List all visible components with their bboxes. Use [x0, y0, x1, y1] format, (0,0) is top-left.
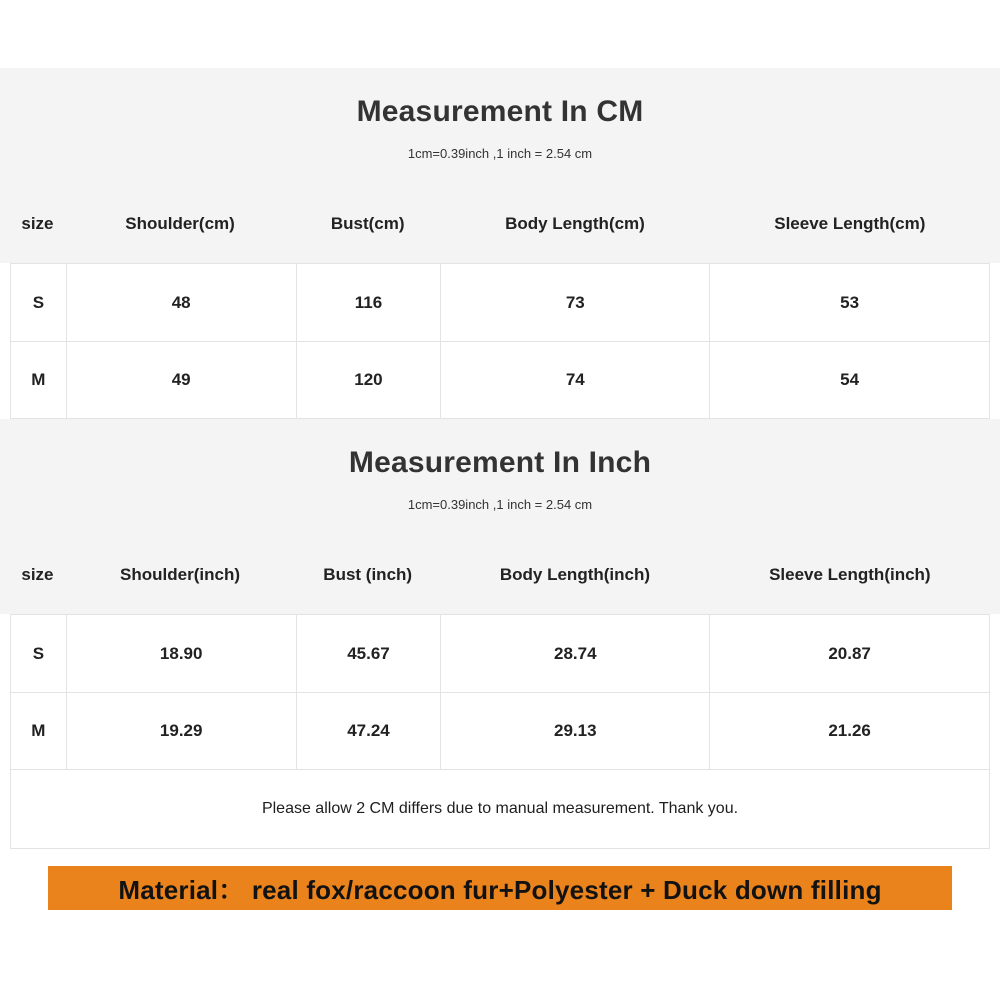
cm-subtitle: 1cm=0.39inch ,1 inch = 2.54 cm: [407, 146, 593, 161]
measurement-note-text: Please allow 2 CM differs due to manual measurement. Thank you.: [261, 800, 739, 817]
cm-section: [0, 68, 1000, 263]
bust-cell: 116: [296, 264, 441, 341]
material-strip: [48, 866, 952, 910]
body-length-cell: 74: [440, 342, 709, 418]
header-cell-body-length: Body Length(cm): [505, 214, 645, 233]
sleeve-length-cell: 21.26: [709, 693, 989, 769]
header-cell-size: size: [21, 214, 54, 233]
inch-table-header: [0, 536, 1000, 614]
shoulder-cell: 49: [66, 342, 296, 418]
header-cell-size: size: [21, 565, 54, 584]
table-row-m: [11, 341, 989, 418]
header-cell-bust: Bust (inch): [323, 565, 413, 584]
inch-title: Measurement In Inch: [348, 446, 652, 479]
sleeve-length-cell: 53: [709, 264, 989, 341]
sleeve-length-cell: 20.87: [709, 615, 989, 692]
header-cell-bust: Bust(cm): [330, 214, 405, 233]
shoulder-cell: 48: [66, 264, 296, 341]
material-text: Material： real fox/raccoon fur+Polyester + Duck down filling: [118, 874, 882, 905]
cm-table-header: [0, 185, 1000, 263]
top-margin: [0, 0, 1000, 68]
size-cell: M: [31, 370, 46, 389]
size-cell: M: [31, 721, 46, 740]
body-length-cell: 73: [440, 264, 709, 341]
header-cell-shoulder: Shoulder(inch): [120, 565, 240, 584]
header-cell-body-length: Body Length(inch): [499, 565, 651, 584]
inch-section: [0, 419, 1000, 614]
material-strip-wrap: [48, 866, 952, 910]
inch-subtitle: 1cm=0.39inch ,1 inch = 2.54 cm: [407, 497, 593, 512]
body-length-cell: 28.74: [440, 615, 709, 692]
size-cell: S: [32, 643, 45, 663]
shoulder-cell: 18.90: [66, 615, 296, 692]
size-cell: S: [32, 292, 45, 312]
header-cell-sleeve-length: Sleeve Length(inch): [769, 565, 931, 584]
table-row-s: [11, 615, 989, 692]
measurement-note: [10, 770, 990, 849]
inch-table-body: [10, 614, 990, 770]
body-length-cell: 29.13: [440, 693, 709, 769]
sleeve-length-cell: 54: [709, 342, 989, 418]
bust-cell: 47.24: [296, 693, 441, 769]
cm-table-body: [10, 263, 990, 419]
cm-title: Measurement In CM: [356, 95, 644, 128]
header-cell-sleeve-length: Sleeve Length(cm): [774, 214, 926, 233]
table-row-m: [11, 692, 989, 769]
table-row-s: [11, 264, 989, 341]
header-cell-shoulder: Shoulder(cm): [125, 214, 235, 233]
bust-cell: 45.67: [296, 615, 441, 692]
bust-cell: 120: [296, 342, 441, 418]
shoulder-cell: 19.29: [66, 693, 296, 769]
